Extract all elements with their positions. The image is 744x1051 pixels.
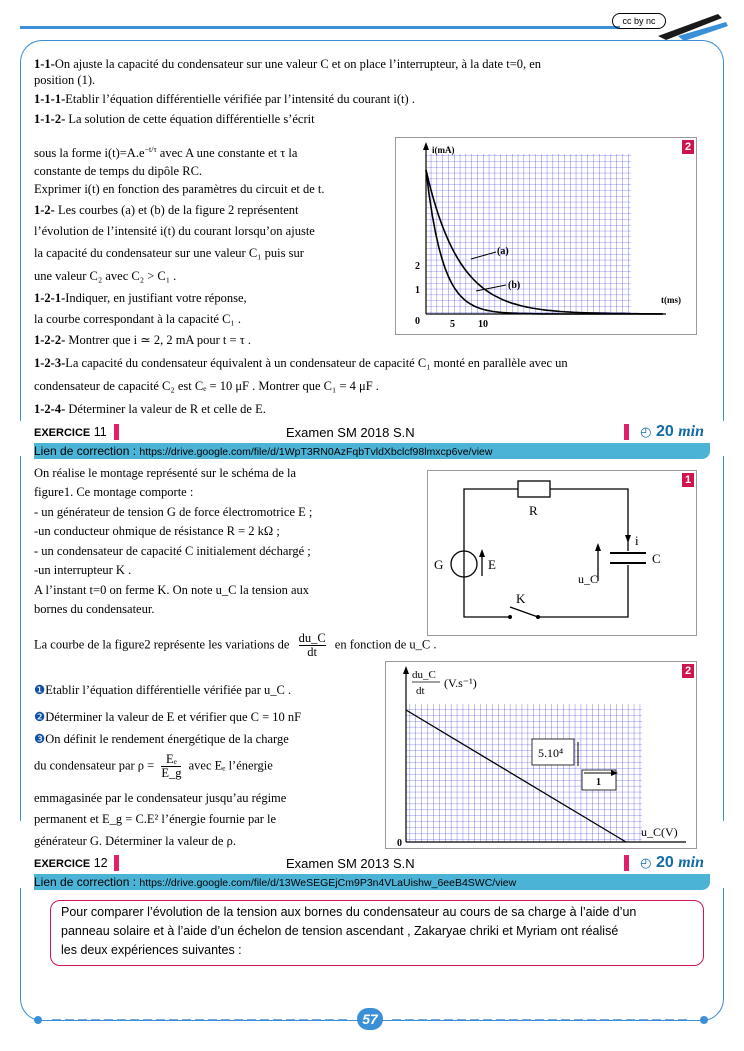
resistor-symbol — [518, 481, 550, 497]
label-g: G — [434, 557, 444, 572]
switch-contact — [536, 615, 540, 619]
text-line: figure1. Ce montage comporte : — [34, 485, 194, 499]
x-tick-label: 5 — [450, 319, 455, 330]
question-3: ❸On définit le rendement énergétique de la charge — [34, 732, 289, 746]
scale-label-x: 1 — [596, 777, 601, 788]
figure-current-curves — [395, 137, 697, 335]
text-line: 1-1-2- La solution de cette équation différentielle s’écrit — [34, 112, 315, 126]
x-axis-label: u_C(V) — [641, 825, 678, 839]
curve-label-b: (b) — [508, 280, 521, 291]
fraction: $\frac{du\_C}{dt}$ — [298, 631, 326, 659]
text-line: constante de temps du dipôle RC. — [34, 164, 203, 178]
figure-number: 1 — [682, 473, 694, 487]
correction-link[interactable]: https://drive.google.com/file/d/13WeSEGEjCm9P3n4VLaUishw_6eeB4SWC/view — [139, 877, 517, 889]
y-tick-label: 1 — [415, 285, 420, 296]
text-line: sous la forme $i(t)=A.e^{-t/\tau}$ avec A une constante et τ la — [34, 145, 298, 161]
scale-label-y: 5.10⁴ — [538, 746, 564, 760]
y-axis-label-den: dt — [416, 685, 425, 697]
exam-reference: Examen SM 2018 S.N — [286, 425, 415, 440]
exam-reference: Examen SM 2013 S.N — [286, 856, 415, 871]
wire — [550, 489, 628, 551]
exercise-marker — [114, 855, 119, 871]
header-rule — [20, 26, 620, 29]
arrow-head — [479, 549, 485, 557]
license-badge: cc by nc — [612, 13, 666, 29]
wire — [464, 489, 518, 553]
figure-number: 2 — [682, 664, 694, 678]
text-line: une valeur C₂ avec C₂ > C₁ . — [34, 269, 177, 283]
label-k: K — [516, 591, 526, 606]
intro-line: Pour comparer l’évolution de la tension aux bornes du condensateur au cours de sa charge à l’aide d’un — [61, 905, 637, 919]
time-badge: ◴ 20 min — [640, 854, 704, 871]
text-line: bornes du condensateur. — [34, 602, 155, 616]
arrow-head — [595, 543, 601, 551]
correction-link[interactable]: https://drive.google.com/file/d/1WpT3RN0AzFqbTvldXbclcf98lmxcp6ve/view — [139, 446, 493, 458]
circuit-diagram — [428, 471, 696, 635]
curve-label-a: (a) — [497, 246, 509, 257]
exercise-11-header — [34, 424, 710, 441]
correction-label: Lien de correction : — [34, 875, 137, 889]
y-tick-label: 2 — [415, 261, 420, 272]
exercise-marker — [624, 855, 629, 871]
text-line: du condensateur par ρ = $\frac{\text{Eₑ}}{E\_g}$ avec Eₑ l’énergie — [34, 752, 273, 780]
text-line: 1-2- Les courbes (a) et (b) de la figure 2 représentent — [34, 203, 299, 217]
intro-line: panneau solaire et à l’aide d’un échelon de tension ascendant , Zakaryae chriki et Myriam ont réalisé — [61, 924, 619, 938]
exercise-marker — [114, 424, 119, 440]
text-line: permanent et E_g = C.E² l’énergie fournie par le — [34, 812, 277, 826]
text-line: - un générateur de tension G de force électromotrice E ; — [34, 505, 313, 519]
figure-number: 2 — [682, 140, 694, 154]
current-arrow — [625, 535, 631, 543]
time-badge: ◴ 20 min — [640, 423, 704, 440]
intro-line: les deux expériences suivantes : — [61, 943, 242, 957]
text-line: 1-2-2- Montrer que i ≃ 2, 2 mA pour t = τ . — [34, 333, 251, 347]
intro-box — [50, 900, 704, 966]
text-line: Exprimer i(t) en fonction des paramètres du circuit et de t. — [34, 182, 325, 196]
text-line: l’évolution de l’intensité i(t) du courant lorsqu’on ajuste — [34, 224, 315, 238]
label-r: R — [529, 503, 538, 518]
switch-blade — [510, 607, 538, 617]
current-plot — [396, 138, 696, 334]
text-line: 1-2-3-La capacité du condensateur équivalent à un condensateur de capacité C₁ monté en parallèle avec un — [34, 356, 568, 370]
text-line: générateur G. Déterminer la valeur de ρ. — [34, 834, 236, 848]
text-line: 1-2-1-Indiquer, en justifiant votre réponse, — [34, 291, 247, 305]
label-i: i — [635, 533, 639, 548]
text-line: 1-1-On ajuste la capacité du condensateur sur une valeur C et on place l’interrupteur, à la date t=0, en — [34, 57, 542, 71]
switch-contact — [508, 615, 512, 619]
origin-label: 0 — [415, 316, 420, 327]
label-uc: u_C — [578, 572, 599, 586]
y-axis-label-num: du_C — [412, 669, 436, 681]
x-axis-label: t(ms) — [661, 295, 681, 305]
text-line: A l’instant t=0 on ferme K. On note u_C la tension aux — [34, 583, 310, 597]
fraction: $\frac{\text{Eₑ}}{E\_g}$ — [161, 752, 182, 780]
correction-label: Lien de correction : — [34, 444, 137, 458]
x-tick-label: 10 — [478, 319, 488, 330]
text-line: On réalise le montage représenté sur le schéma de la — [34, 466, 297, 480]
text-line: la courbe correspondant à la capacité C₁ . — [34, 312, 242, 326]
page-number: 57 — [357, 1008, 383, 1030]
text-line: -un conducteur ohmique de résistance R = 2 kΩ ; — [34, 524, 280, 538]
y-axis-label: i(mA) — [432, 145, 455, 155]
derivative-plot — [386, 662, 696, 848]
text-line: -un interrupteur K . — [34, 563, 132, 577]
text-line: emmagasinée par le condensateur jusqu’au régime — [34, 791, 287, 805]
text-line: condensateur de capacité C₂ est Cₑ = 10 μF . Montrer que C₁ = 4 μF . — [34, 379, 379, 393]
label-e: E — [488, 557, 496, 572]
text-line: position (1). — [34, 73, 96, 87]
text-line: la capacité du condensateur sur une valeur C₁ puis sur — [34, 246, 304, 260]
figure-derivative-plot — [385, 661, 697, 849]
text-line: - un condensateur de capacité C initialement déchargé ; — [34, 544, 311, 558]
question-1: ❶Etablir l’équation différentielle vérifiée par u_C . — [34, 683, 292, 697]
exercise-12-header — [34, 855, 710, 872]
figure-circuit — [427, 470, 697, 636]
text-line: 1-2-4- Déterminer la valeur de R et celle de E. — [34, 402, 266, 416]
y-arrow — [403, 666, 409, 674]
exercise-marker — [624, 424, 629, 440]
exercise-title: EXERCICE 12 — [34, 856, 108, 870]
y-axis-unit: (V.s⁻¹) — [444, 676, 477, 690]
text-line: 1-1-1-Etablir l’équation différentielle vérifiée par l’intensité du courant i(t) . — [34, 92, 415, 106]
label-c: C — [652, 551, 661, 566]
wire — [464, 575, 510, 617]
exercise-title: EXERCICE 11 — [34, 425, 107, 439]
text-line: La courbe de la figure2 représente les variations de $\frac{du\_C}{dt}$ en fonction de u_C . — [34, 631, 437, 659]
origin-label: 0 — [397, 838, 402, 848]
y-arrow — [423, 142, 429, 150]
question-2: ❷Déterminer la valeur de E et vérifier que C = 10 nF — [34, 710, 302, 724]
